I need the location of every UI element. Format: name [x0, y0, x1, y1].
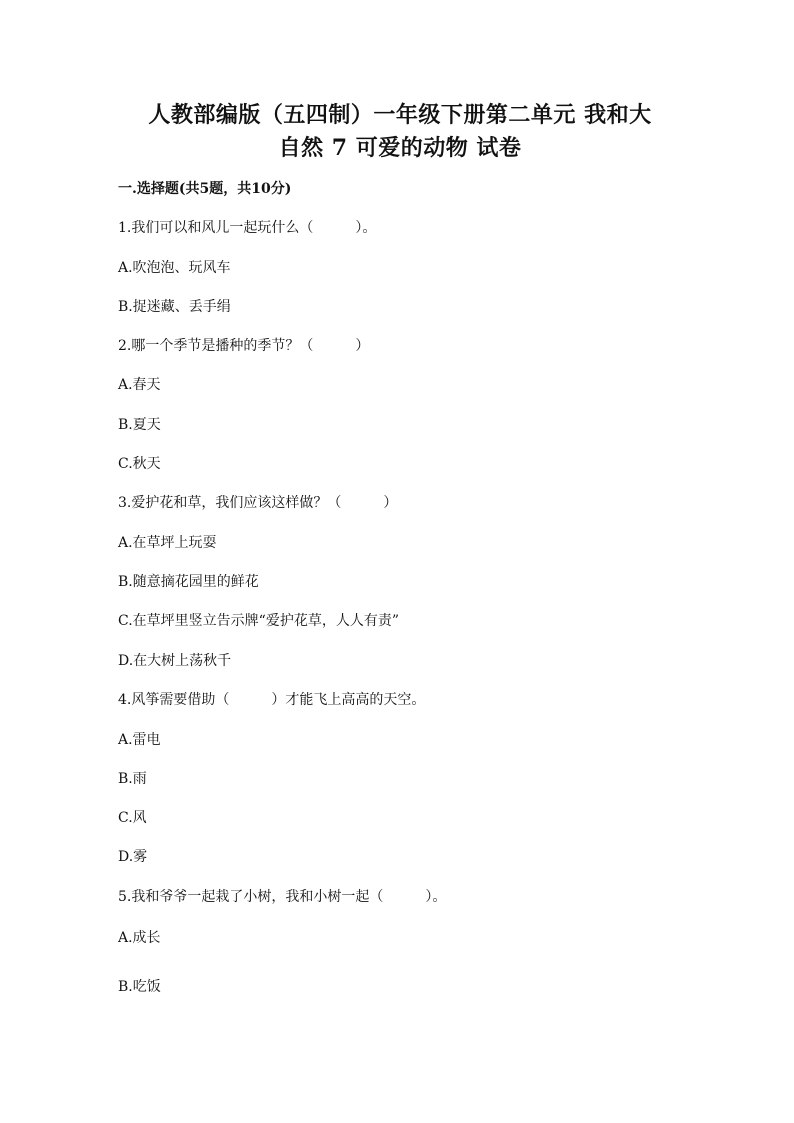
question-3-stem: 3.爱护花和草，我们应该这样做？（ ）	[118, 495, 398, 511]
question-3-option-a: A.在草坪上玩耍	[118, 535, 217, 551]
question-5-option-b: B.吃饭	[118, 979, 161, 995]
question-4-option-b: B.雨	[118, 771, 147, 787]
exam-title-line-2: 自然 7 可爱的动物 试卷	[278, 135, 522, 161]
question-4-option-a: A.雷电	[118, 732, 161, 748]
exam-title-line-1: 人教部编版（五四制）一年级下册第二单元 我和大	[148, 102, 652, 128]
question-1-stem: 1.我们可以和风儿一起玩什么（ ）。	[118, 220, 377, 236]
question-5-option-a: A.成长	[118, 930, 161, 946]
question-1-option-b: B.捉迷藏、丢手绢	[118, 299, 231, 315]
question-2-option-a: A.春天	[118, 377, 161, 393]
question-4-stem: 4.风筝需要借助（ ）才能飞上高高的天空。	[118, 692, 426, 708]
section-heading: 一.选择题(共5题，共10分)	[118, 181, 292, 197]
question-5-stem: 5.我和爷爷一起栽了小树，我和小树一起（ ）。	[118, 889, 447, 905]
question-4-option-c: C.风	[118, 810, 147, 826]
question-3-option-b: B.随意摘花园里的鲜花	[118, 574, 259, 590]
question-4-option-d: D.雾	[118, 849, 148, 865]
question-2-stem: 2.哪一个季节是播种的季节？（ ）	[118, 338, 370, 354]
question-3-option-d: D.在大树上荡秋千	[118, 653, 232, 669]
question-2-option-c: C.秋天	[118, 456, 161, 472]
question-1-option-a: A.吹泡泡、玩风车	[118, 260, 231, 276]
question-3-option-c: C.在草坪里竖立告示牌“爱护花草，人人有责”	[118, 613, 399, 629]
question-2-option-b: B.夏天	[118, 417, 161, 433]
